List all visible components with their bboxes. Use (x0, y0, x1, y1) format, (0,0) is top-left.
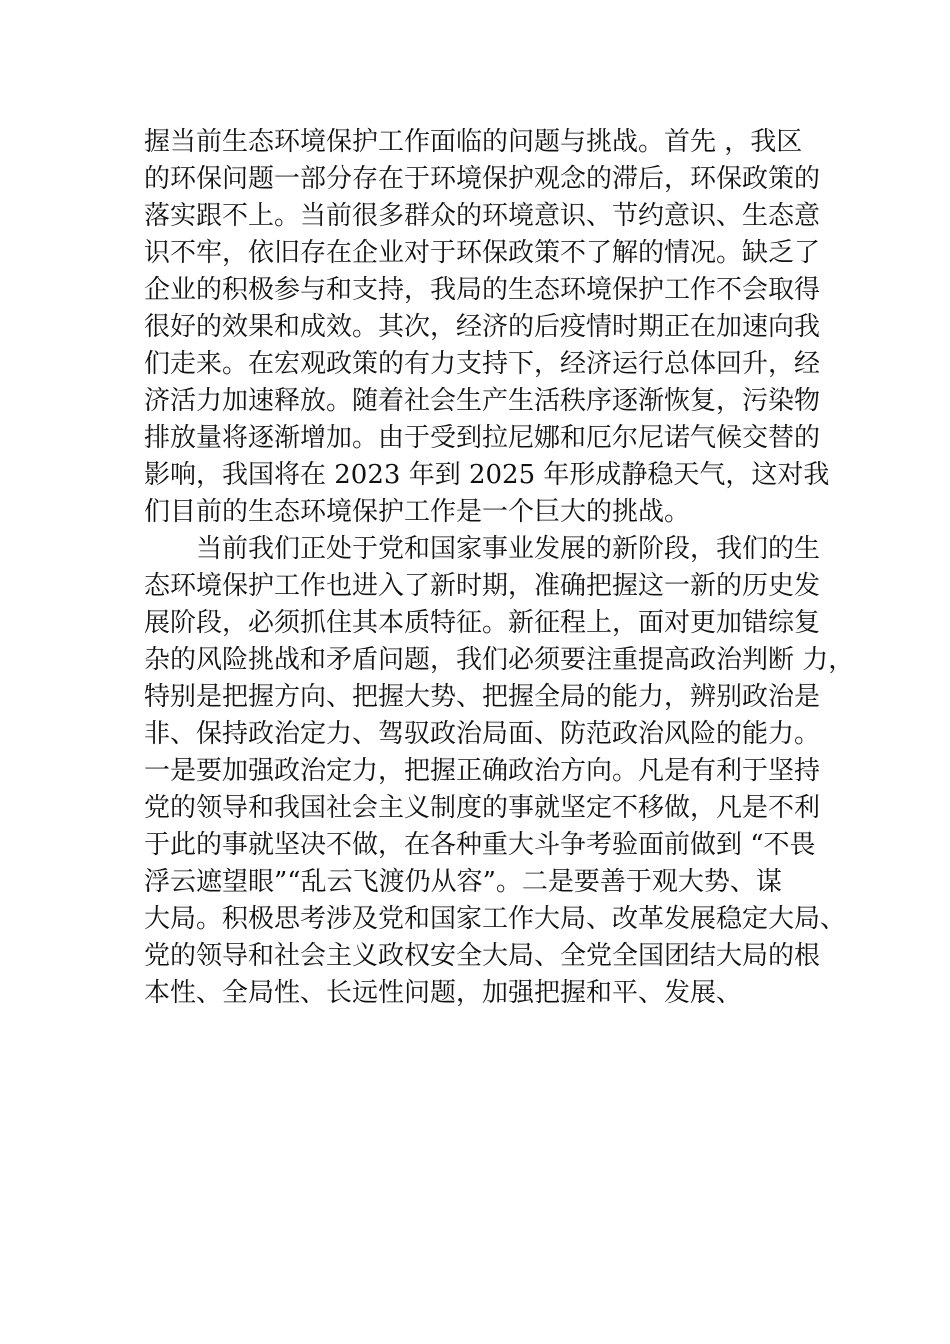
body-text (144, 124, 855, 1012)
paragraph-1 (144, 124, 844, 531)
text-line: 们目前的生态环境保护工作是一个巨大的挑战。 (144, 497, 691, 527)
text-line: 的环保问题一部分存在于环境保护观念的滞后，环保政策的 (144, 164, 821, 194)
text-line: 特别是把握方向、把握大势、把握全局的能力，辨别政治是 (144, 682, 821, 712)
text-line: 影响，我国将在 2023 年到 2025 年形成静稳天气，这对我 (144, 460, 830, 490)
text-line: 识不牢，依旧存在企业对于环保政策不了解的情况。缺乏了 (144, 238, 821, 268)
text-line: 企业的积极参与和支持，我局的生态环境保护工作不会取得 (144, 275, 821, 305)
text-line: 非、保持政治定力、驾驭政治局面、防范政治风险的能力。 (144, 719, 821, 749)
text-line: 本性、全局性、长远性问题，加强把握和平、发展、 (144, 978, 743, 1008)
text-line: 党的领导和社会主义政权安全大局、全党全国团结大局的根 (144, 941, 821, 971)
text-line: 济活力加速释放。随着社会生产生活秩序逐渐恢复，污染物 (144, 386, 821, 416)
text-line: 展阶段，必须抓住其本质特征。新征程上，面对更加错综复 (144, 608, 821, 638)
text-line: 排放量将逐渐增加。由于受到拉尼娜和厄尔尼诺气候交替的 (144, 423, 821, 453)
text-line: 握当前生态环境保护工作面临的问题与挑战。首先 ，我区 (144, 127, 803, 157)
text-line: 落实跟不上。当前很多群众的环境意识、节约意识、生态意 (144, 201, 821, 231)
text-line: 一是要加强政治定力，把握正确政治方向。凡是有利于坚持 (144, 756, 821, 786)
text-line: 党的领导和我国社会主义制度的事就坚定不移做，凡是不利 (144, 793, 821, 823)
text-line: 很好的效果和成效。其次，经济的后疫情时期正在加速向我 (144, 312, 821, 342)
text-line: 当前我们正处于党和国家事业发展的新阶段，我们的生 (196, 534, 821, 564)
text-line: 浮云遮望眼”“乱云飞渡仍从容”。二是要善于观大势、谋 (144, 867, 782, 897)
paragraph-2 (144, 531, 855, 1012)
text-line: 于此的事就坚决不做，在各种重大斗争考验面前做到 “不畏 (144, 830, 816, 860)
text-line: 态环境保护工作也进入了新时期，准确把握这一新的历史发 (144, 571, 821, 601)
text-line: 杂的风险挑战和矛盾问题，我们必须要注重提高政治判断 力， (144, 645, 855, 675)
text-line: 大局。积极思考涉及党和国家工作大局、改革发展稳定大局、 (144, 904, 847, 934)
text-line: 们走来。在宏观政策的有力支持下，经济运行总体回升，经 (144, 349, 821, 379)
